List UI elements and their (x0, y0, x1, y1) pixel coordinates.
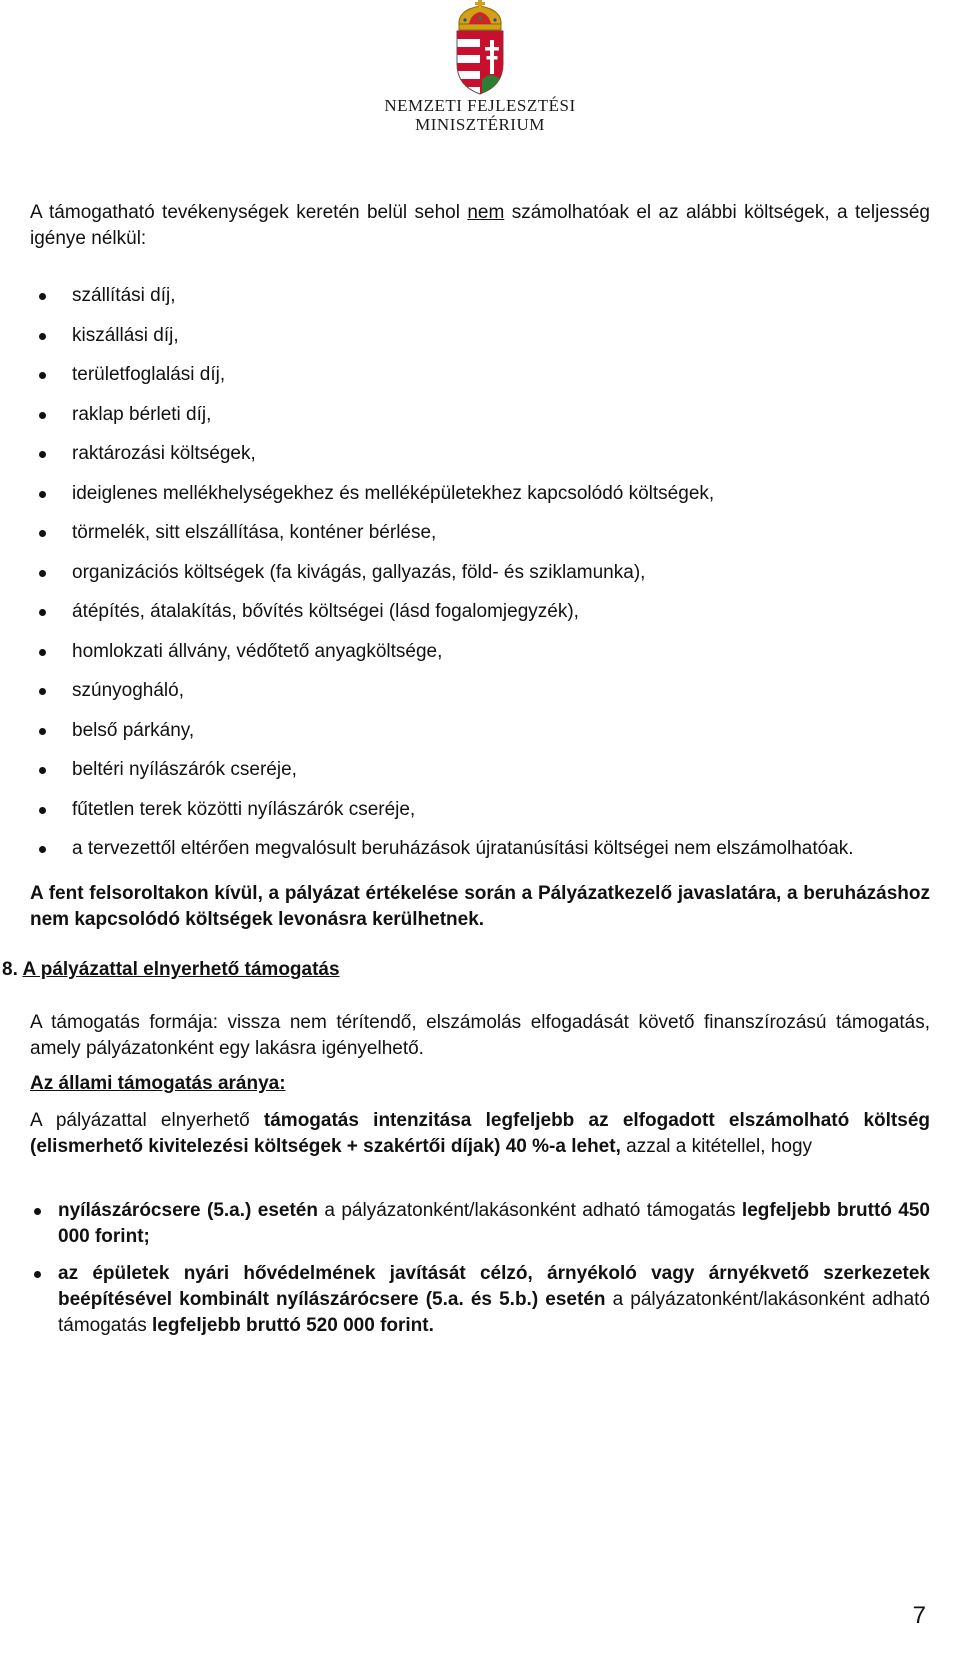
list-item-text: homlokzati állvány, védőtető anyagköltsége, (72, 640, 443, 662)
support-form-paragraph: A támogatás formája: vissza nem térítendő, elszámolás elfogadását követő finanszírozású támogatás, amely pályázatonként egy lakásra igényelhető. (30, 1012, 930, 1059)
deduction-note: A fent felsoroltakon kívül, a pályázat értékelése során a Pályázatkezelő javaslatára, a beruházáshoz nem kapcsolódó költségek levonásra kerülhetnek. (30, 883, 930, 930)
bullet-icon (39, 530, 46, 537)
list-item (30, 283, 930, 309)
list-item-text: raklap bérleti díj, (72, 403, 212, 425)
list-item (30, 362, 930, 388)
page-number: 7 (912, 1602, 926, 1629)
list-item-text: raktározási költségek, (72, 443, 256, 464)
bullet-icon (39, 333, 46, 340)
list-item (30, 481, 930, 507)
section-heading (2, 957, 902, 983)
list-item (30, 836, 930, 862)
item-bold-2: legfeljebb bruttó 450 000 forint; (58, 1200, 930, 1247)
bullet-icon (39, 491, 46, 498)
bullet-icon (39, 293, 46, 300)
intro-underlined-word: nem (467, 202, 505, 223)
hungarian-coat-of-arms-icon (445, 0, 515, 96)
list-item-text: beltéri nyílászárók cseréje, (72, 759, 297, 780)
list-item (30, 599, 930, 625)
list-item (30, 797, 930, 823)
list-item (30, 560, 930, 586)
section-number: 8. (2, 959, 18, 980)
list-item (30, 441, 930, 467)
list-item-text: szállítási díj, (72, 285, 176, 306)
list-item (30, 757, 930, 783)
list-item-text: a tervezettől eltérően megvalósult beruházások újratanúsítási költségei nem elszámolhatóak. (72, 838, 854, 859)
list-item-text: kiszállási díj, (72, 324, 179, 346)
list-item (30, 1198, 930, 1250)
bullet-icon (39, 609, 46, 616)
list-item (30, 1261, 930, 1339)
list-item-text: átépítés, átalakítás, bővítés költségei (lásd fogalomjegyzék), (72, 601, 579, 622)
support-amounts-list (30, 1198, 930, 1250)
logo-text-line2: MINISZTÉRIUM (415, 115, 545, 134)
ratio-text-part1: A pályázattal elnyerhető (30, 1110, 264, 1131)
list-item (30, 678, 930, 704)
bullet-icon (39, 728, 46, 735)
list-item (30, 520, 930, 546)
item-text-1: a pályázatonként/lakásonként adható támogatás (58, 1289, 930, 1336)
list-item-text: törmelék, sitt elszállítása, konténer bérlése, (72, 522, 437, 543)
intro-text-before: A támogatható tevékenységek keretén belül sehol (30, 202, 468, 223)
bullet-icon (39, 412, 46, 419)
ratio-heading: Az állami támogatás aránya: (30, 1073, 286, 1094)
list-item-text: organizációs költségek (fa kivágás, gallyazás, föld- és sziklamunka), (72, 561, 646, 583)
ministry-logo (350, 0, 610, 140)
item-bold-1: nyílászárócsere (5.a.) esetén (58, 1200, 318, 1221)
list-item (30, 402, 930, 428)
ratio-text-bold: támogatás intenzitása legfeljebb az elfogadott elszámolható költség (elismerhető kivitelezési költségek + szakértői díjak) 40 %-a lehet, (30, 1110, 930, 1157)
bullet-icon (39, 846, 46, 853)
item-bold-2: legfeljebb bruttó 520 000 forint. (152, 1315, 434, 1336)
item-text-1: a pályázatonként/lakásonként adható támogatás (317, 1200, 742, 1221)
support-amounts-list-2 (30, 1261, 930, 1339)
list-item-text: fűtetlen terek közötti nyílászárók cseréje, (72, 798, 416, 820)
list-item-text: területfoglalási díj, (72, 364, 226, 385)
excluded-costs-list (30, 283, 930, 876)
list-item (30, 639, 930, 665)
logo-text-line1: NEMZETI FEJLESZTÉSI (384, 96, 576, 115)
ratio-text-part3: azzal a kitétellel, hogy (620, 1136, 813, 1157)
item-bold-1: az épületek nyári hővédelmének javítását célzó, árnyékoló vagy árnyékvető szerkezetek beépítésével kombinált nyílászárócsere (5.a. és 5.b.) esetén (58, 1263, 930, 1310)
ratio-paragraph (30, 1108, 930, 1160)
list-item (30, 323, 930, 349)
bullet-icon (34, 1208, 41, 1215)
section-title: A pályázattal elnyerhető támogatás (22, 959, 340, 980)
intro-text-after: számolhatóak el az alábbi költségek, a teljesség igénye nélkül: (30, 202, 930, 249)
list-item-text: belső párkány, (72, 719, 195, 741)
bullet-icon (39, 807, 46, 814)
bullet-icon (39, 688, 46, 695)
bullet-icon (39, 767, 46, 774)
bullet-icon (34, 1271, 41, 1278)
bullet-icon (39, 451, 46, 458)
bullet-icon (39, 372, 46, 379)
bullet-icon (39, 649, 46, 656)
list-item-text: szúnyogháló, (72, 680, 184, 701)
list-item-text: ideiglenes mellékhelységekhez és melléképületekhez kapcsolódó költségek, (72, 482, 715, 504)
list-item (30, 718, 930, 744)
bullet-icon (39, 570, 46, 577)
intro-paragraph (30, 200, 930, 252)
